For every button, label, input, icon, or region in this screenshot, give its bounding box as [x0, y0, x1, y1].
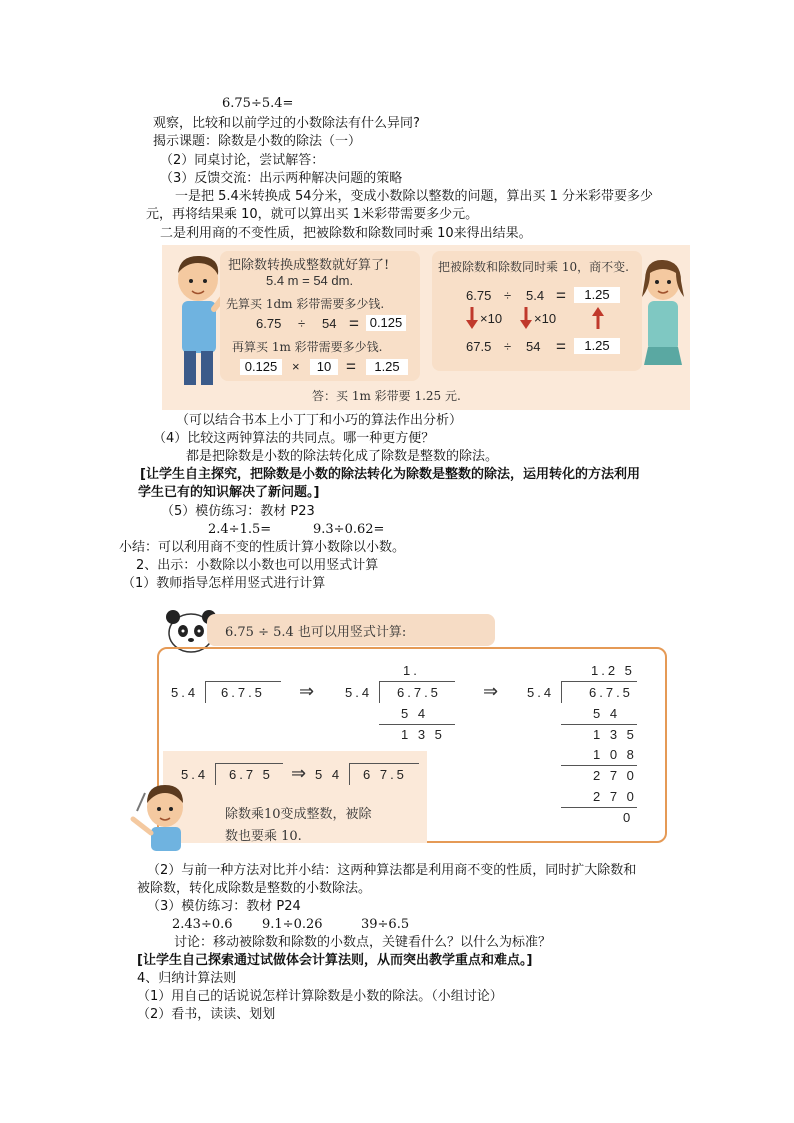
d3-divisor: 5.4 — [527, 685, 555, 700]
d3-row5: 2 7 0 — [593, 789, 637, 804]
mul-equals: = — [346, 357, 356, 376]
step3-text: （3）反馈交流：出示两种解决问题的策略 — [160, 171, 403, 186]
rule-item2: （2）看书，读读、划划 — [137, 1007, 276, 1022]
d3-bar — [561, 681, 637, 682]
show2-text: 2、出示：小数除以小数也可以用竖式计算 — [136, 558, 379, 573]
tip-line1: 除数乘10变成整数，被除 — [225, 807, 372, 822]
compare-line2: 被除数，转化成除数是整数的小数除法。 — [137, 881, 372, 896]
arrow-1: ⇒ — [299, 681, 315, 702]
d1-bracket — [205, 681, 206, 703]
d3-row1: 5 4 — [593, 706, 621, 721]
practice-ex2: 9.1÷0.26 — [262, 917, 323, 932]
down-arrow-icon — [466, 307, 478, 329]
d2-bar — [379, 681, 455, 682]
row2-result-box: 1.25 — [574, 338, 620, 354]
d4-right-divisor: 5 4 — [315, 767, 343, 782]
teacher-text: （1）教师指导怎样用竖式进行计算 — [122, 576, 326, 591]
row2-equals: = — [556, 337, 566, 356]
vertical-title: 6.75 ÷ 5.4 也可以用竖式计算: — [225, 625, 407, 640]
way2-text: 二是利用商的不变性质，把被除数和除数同时乘 10来得出结果。 — [160, 226, 532, 241]
compare-line1: （2）与前一种方法对比并小结：这两种算法都是利用商不变的性质，同时扩大除数和 — [147, 863, 637, 878]
step4-text: （4）比较这两钟算法的共同点。哪一种更方便？ — [153, 431, 435, 446]
up-arrow-icon — [592, 307, 604, 329]
arrow-2: ⇒ — [483, 681, 499, 702]
bracket1-line2: 学生已有的知识解决了新问题。] — [138, 485, 320, 500]
mul-b-box: 10 — [310, 359, 338, 375]
d2-bracket — [379, 681, 380, 703]
boy-pointing-illustration — [125, 781, 199, 851]
x10-right: ×10 — [534, 311, 557, 326]
topic-text: 揭示课题：除数是小数的除法（一） — [153, 134, 362, 149]
mul-operator: × — [292, 359, 300, 374]
d4-left-divisor: 5.4 — [181, 767, 209, 782]
row1-divisor: 5.4 — [526, 288, 545, 303]
d3-row2: 1 3 5 — [593, 727, 637, 742]
d1-divisor: 5.4 — [171, 685, 199, 700]
d4-left-dividend: 6.7 5 — [229, 767, 273, 782]
exercise-1: 2.4÷1.5= — [208, 522, 272, 537]
observe-text: 观察，比较和以前学过的小数除法有什么异同? — [153, 116, 420, 131]
right-heading: 把被除数和除数同时乘 10，商不变. — [438, 260, 629, 274]
div-divisor: 54 — [322, 316, 337, 331]
mul-a-box: 0.125 — [240, 359, 282, 375]
row2-dividend: 67.5 — [466, 339, 492, 354]
div-operator: ÷ — [298, 316, 306, 331]
conversion-text: 5.4 m = 54 dm. — [266, 273, 354, 288]
convert-heading: 把除数转换成整数就好算了! — [228, 258, 390, 273]
d2-dividend: 6.7.5 — [397, 685, 441, 700]
practice-ex3: 39÷6.5 — [361, 917, 410, 932]
summary-text: 小结：可以利用商不变的性质计算小数除以小数。 — [119, 540, 406, 555]
d3-dividend: 6.7.5 — [589, 685, 633, 700]
d2-line — [379, 724, 455, 725]
answer-text: 答：买 1m 彩带要 1.25 元. — [312, 389, 461, 403]
div-equals: = — [349, 314, 359, 333]
x10-left: ×10 — [480, 311, 503, 326]
d3-line3 — [561, 807, 637, 808]
equation-text: 6.75÷5.4= — [222, 96, 294, 111]
step-buy-1dm: 先算买 1dm 彩带需要多少钱. — [226, 297, 385, 311]
d2-quotient: 1. — [403, 663, 420, 678]
arrow-3: ⇒ — [291, 763, 307, 784]
d3-quotient: 1.2 5 — [591, 663, 635, 678]
bracket2-text: [让学生自己探索通过试做体会计算法则，从而突出教学重点和难点。] — [137, 953, 533, 968]
d2-divisor: 5.4 — [345, 685, 373, 700]
down-arrow-icon — [520, 307, 532, 329]
textbook-figure-1 — [162, 245, 690, 410]
d4-right-bar — [349, 763, 419, 764]
tip-line2: 数也要乘 10. — [225, 829, 302, 844]
div-dividend: 6.75 — [256, 316, 282, 331]
row1-operator: ÷ — [504, 288, 512, 303]
girl-illustration — [638, 257, 688, 367]
d1-dividend: 6.7.5 — [221, 685, 265, 700]
exercise-2: 9.3÷0.62= — [313, 522, 385, 537]
div-result-box: 0.125 — [366, 315, 406, 331]
d3-bracket — [561, 681, 562, 703]
step2-text: （2）同桌讨论，尝试解答： — [160, 153, 325, 168]
rule-item1: （1）用自己的话说说怎样计算除数是小数的除法。（小组讨论） — [137, 989, 503, 1004]
step-buy-1m: 再算买 1m 彩带需要多少钱. — [232, 340, 383, 354]
row2-divisor: 54 — [526, 339, 541, 354]
mul-result-box: 1.25 — [366, 359, 408, 375]
discuss-text: 讨论：移动被除数和除数的小数点，关键看什么？以什么为标准？ — [174, 935, 552, 950]
d2-row1: 5 4 — [401, 706, 429, 721]
d1-bar — [205, 681, 281, 682]
d3-row3: 1 0 8 — [593, 747, 637, 762]
d3-line1 — [561, 724, 637, 725]
common-text: 都是把除数是小数的除法转化成了除数是整数的除法。 — [186, 449, 499, 464]
d3-line2 — [561, 765, 637, 766]
note-book-text: （可以结合书本上小丁丁和小巧的算法作出分析） — [176, 413, 463, 428]
practice3-text: （3）模仿练习：教材 P24 — [147, 899, 301, 914]
d3-row4: 2 7 0 — [593, 768, 637, 783]
way1-line2: 元，再将结果乘 10，就可以算出买 1米彩带需要多少元。 — [146, 207, 479, 222]
d4-right-bracket — [349, 763, 350, 785]
bracket1-line1: [让学生自主探究，把除数是小数的除法转化为除数是整数的除法，运用转化的方法利用 — [140, 467, 640, 482]
practice-ex1: 2.43÷0.6 — [172, 917, 233, 932]
rule-heading: 4、归纳计算法则 — [137, 971, 237, 986]
d4-left-bar — [215, 763, 283, 764]
d3-row6: 0 — [623, 810, 634, 825]
step5-text: （5）模仿练习：教材 P23 — [161, 504, 315, 519]
row1-equals: = — [556, 286, 566, 305]
row2-operator: ÷ — [504, 339, 512, 354]
way1-line1: 一是把 5.4米转换成 54分米，变成小数除以整数的问题，算出买 1 分米彩带要多少 — [175, 189, 654, 204]
row1-dividend: 6.75 — [466, 288, 492, 303]
d4-right-dividend: 6 7.5 — [363, 767, 407, 782]
d2-row2: 1 3 5 — [401, 727, 445, 742]
row1-result-box: 1.25 — [574, 287, 620, 303]
d4-left-bracket — [215, 763, 216, 785]
textbook-figure-2 — [125, 605, 670, 850]
